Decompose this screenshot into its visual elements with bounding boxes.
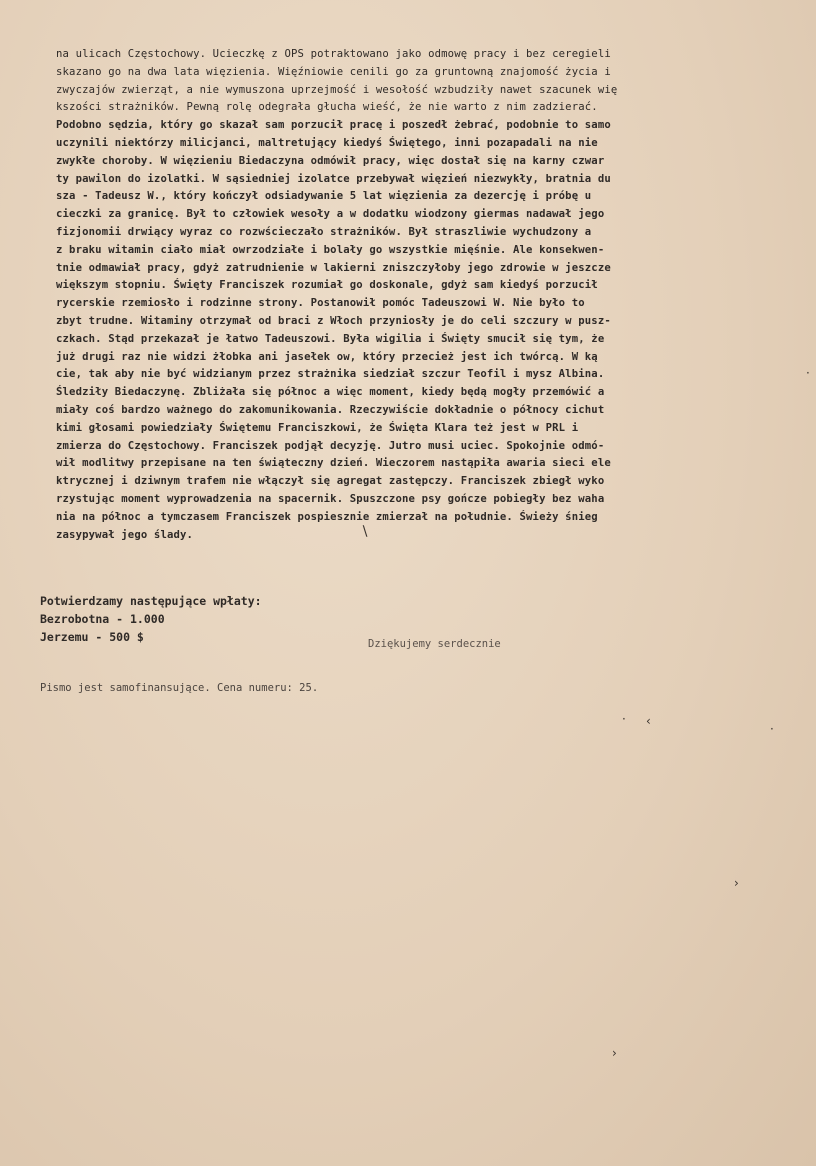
- ink-mark: ·: [806, 366, 810, 380]
- article-line: już drugi raz nie widzi żłobka ani jasełek ow, który przecież jest ich twórcą. W ką: [56, 350, 598, 363]
- payment-item: Jerzemu - 500 $: [40, 630, 144, 644]
- article-line: Śledziły Biedaczynę. Zbliżała się północ a więc moment, kiedy będą mogły przemówić a: [56, 386, 605, 399]
- article-line: cie, tak aby nie być widzianym przez strażnika siedział szczur Teofil i mysz Albina.: [56, 368, 605, 381]
- article-line: Podobno sędzia, który go skazał sam porzucił pracę i poszedł żebrać, podobnie to samo: [56, 119, 611, 132]
- ink-mark: ‹: [646, 714, 651, 728]
- payments-section: [40, 592, 262, 646]
- article-line: kimi głosami powiedziały Świętemu Franciszkowi, że Święta Klara też jest w PRL i: [56, 421, 579, 434]
- article-line: ktrycznej i dziwnym trafem nie włączył się agregat zastępczy. Franciszek zbiegł wyko: [56, 475, 605, 488]
- article-line: uczynili niektórzy milicjanci, maltretujący kiedyś Świętego, inni pozapadali na nie: [56, 136, 598, 149]
- article-line: z braku witamin ciało miał owrzodziałe i bolały go wszystkie mięśnie. Ale konsekwen-: [56, 243, 605, 256]
- article-line: na ulicach Częstochowy. Ucieczkę z OPS potraktowano jako odmowę pracy i bez ceregieli: [56, 48, 611, 60]
- footer-note: Pismo jest samofinansujące. Cena numeru: 25.: [40, 682, 319, 694]
- article-line: wił modlitwy przepisane na ten świąteczny dzień. Wieczorem nastąpiła awaria sieci ele: [56, 457, 611, 470]
- article-text: [56, 46, 784, 544]
- article-line: sza - Tadeusz W., który kończył odsiadywanie 5 lat więzienia za dezercję i próbę u: [56, 190, 592, 203]
- article-line: cieczki za granicę. Był to człowiek wesoły a w dodatku wiodzony giermas nadawał jego: [56, 208, 605, 221]
- ink-mark: ·: [770, 722, 774, 736]
- article-line: czkach. Stąd przekazał je łatwo Tadeuszowi. Była wigilia i Święty smucił się tym, że: [56, 332, 605, 345]
- article-line: miały coś bardzo ważnego do zakomunikowania. Rzeczywiście dokładnie o północy cichut: [56, 403, 605, 416]
- article-line: zasypywał jego ślady.: [56, 528, 194, 541]
- article-line: tnie odmawiał pracy, gdyż zatrudnienie w lakierni zniszczyłoby jego zdrowie w jeszcze: [56, 261, 611, 274]
- ink-mark: ∖: [360, 524, 369, 540]
- article-line: zwyczajów zwierząt, a nie wymuszona uprzejmość i wesołość wzbudziły nawet szacunek wię: [56, 83, 618, 96]
- payments-heading: Potwierdzamy następujące wpłaty:: [40, 594, 262, 608]
- ink-mark: ›: [612, 1046, 617, 1060]
- article-line: rzystując moment wyprowadzenia na spacernik. Spuszczone psy gończe pobiegły bez waha: [56, 492, 605, 505]
- article-line: większym stopniu. Święty Franciszek rozumiał go doskonale, gdyż sam kiedyś porzucił: [56, 279, 598, 292]
- article-line: nia na północ a tymczasem Franciszek pospiesznie zmierzał na południe. Świeży śnieg: [56, 510, 598, 523]
- payment-item: Bezrobotna - 1.000: [40, 612, 165, 626]
- ink-mark: ·: [622, 712, 626, 726]
- article-line: zwykłe choroby. W więzieniu Biedaczyna odmówił pracy, więc dostał się na karny czwar: [56, 154, 605, 167]
- article-line: zbyt trudne. Witaminy otrzymał od braci z Włoch przyniosły je do celi szczury w pusz-: [56, 314, 611, 327]
- article-line: fizjonomii drwiący wyraz co rozwścieczało strażników. Był straszliwie wychudzony a: [56, 225, 592, 238]
- article-line: rycerskie rzemiosło i rodzinne strony. Postanowił pomóc Tadeuszowi W. Nie było to: [56, 297, 585, 310]
- article-line: kszości strażników. Pewną rolę odegrała głucha wieść, że nie warto z nim zadzierać.: [56, 101, 598, 114]
- article-line: ty pawilon do izolatki. W sąsiedniej izolatce przebywał więzień niezwykły, bratnia du: [56, 172, 611, 185]
- article-line: skazano go na dwa lata więzienia. Więźniowie cenili go za gruntowną znajomość życia i: [56, 65, 611, 78]
- ink-mark: ›: [734, 876, 739, 890]
- article-line: zmierza do Częstochowy. Franciszek podjął decyzję. Jutro musi uciec. Spokojnie odmó-: [56, 439, 605, 452]
- thanks-note: Dziękujemy serdecznie: [368, 638, 501, 650]
